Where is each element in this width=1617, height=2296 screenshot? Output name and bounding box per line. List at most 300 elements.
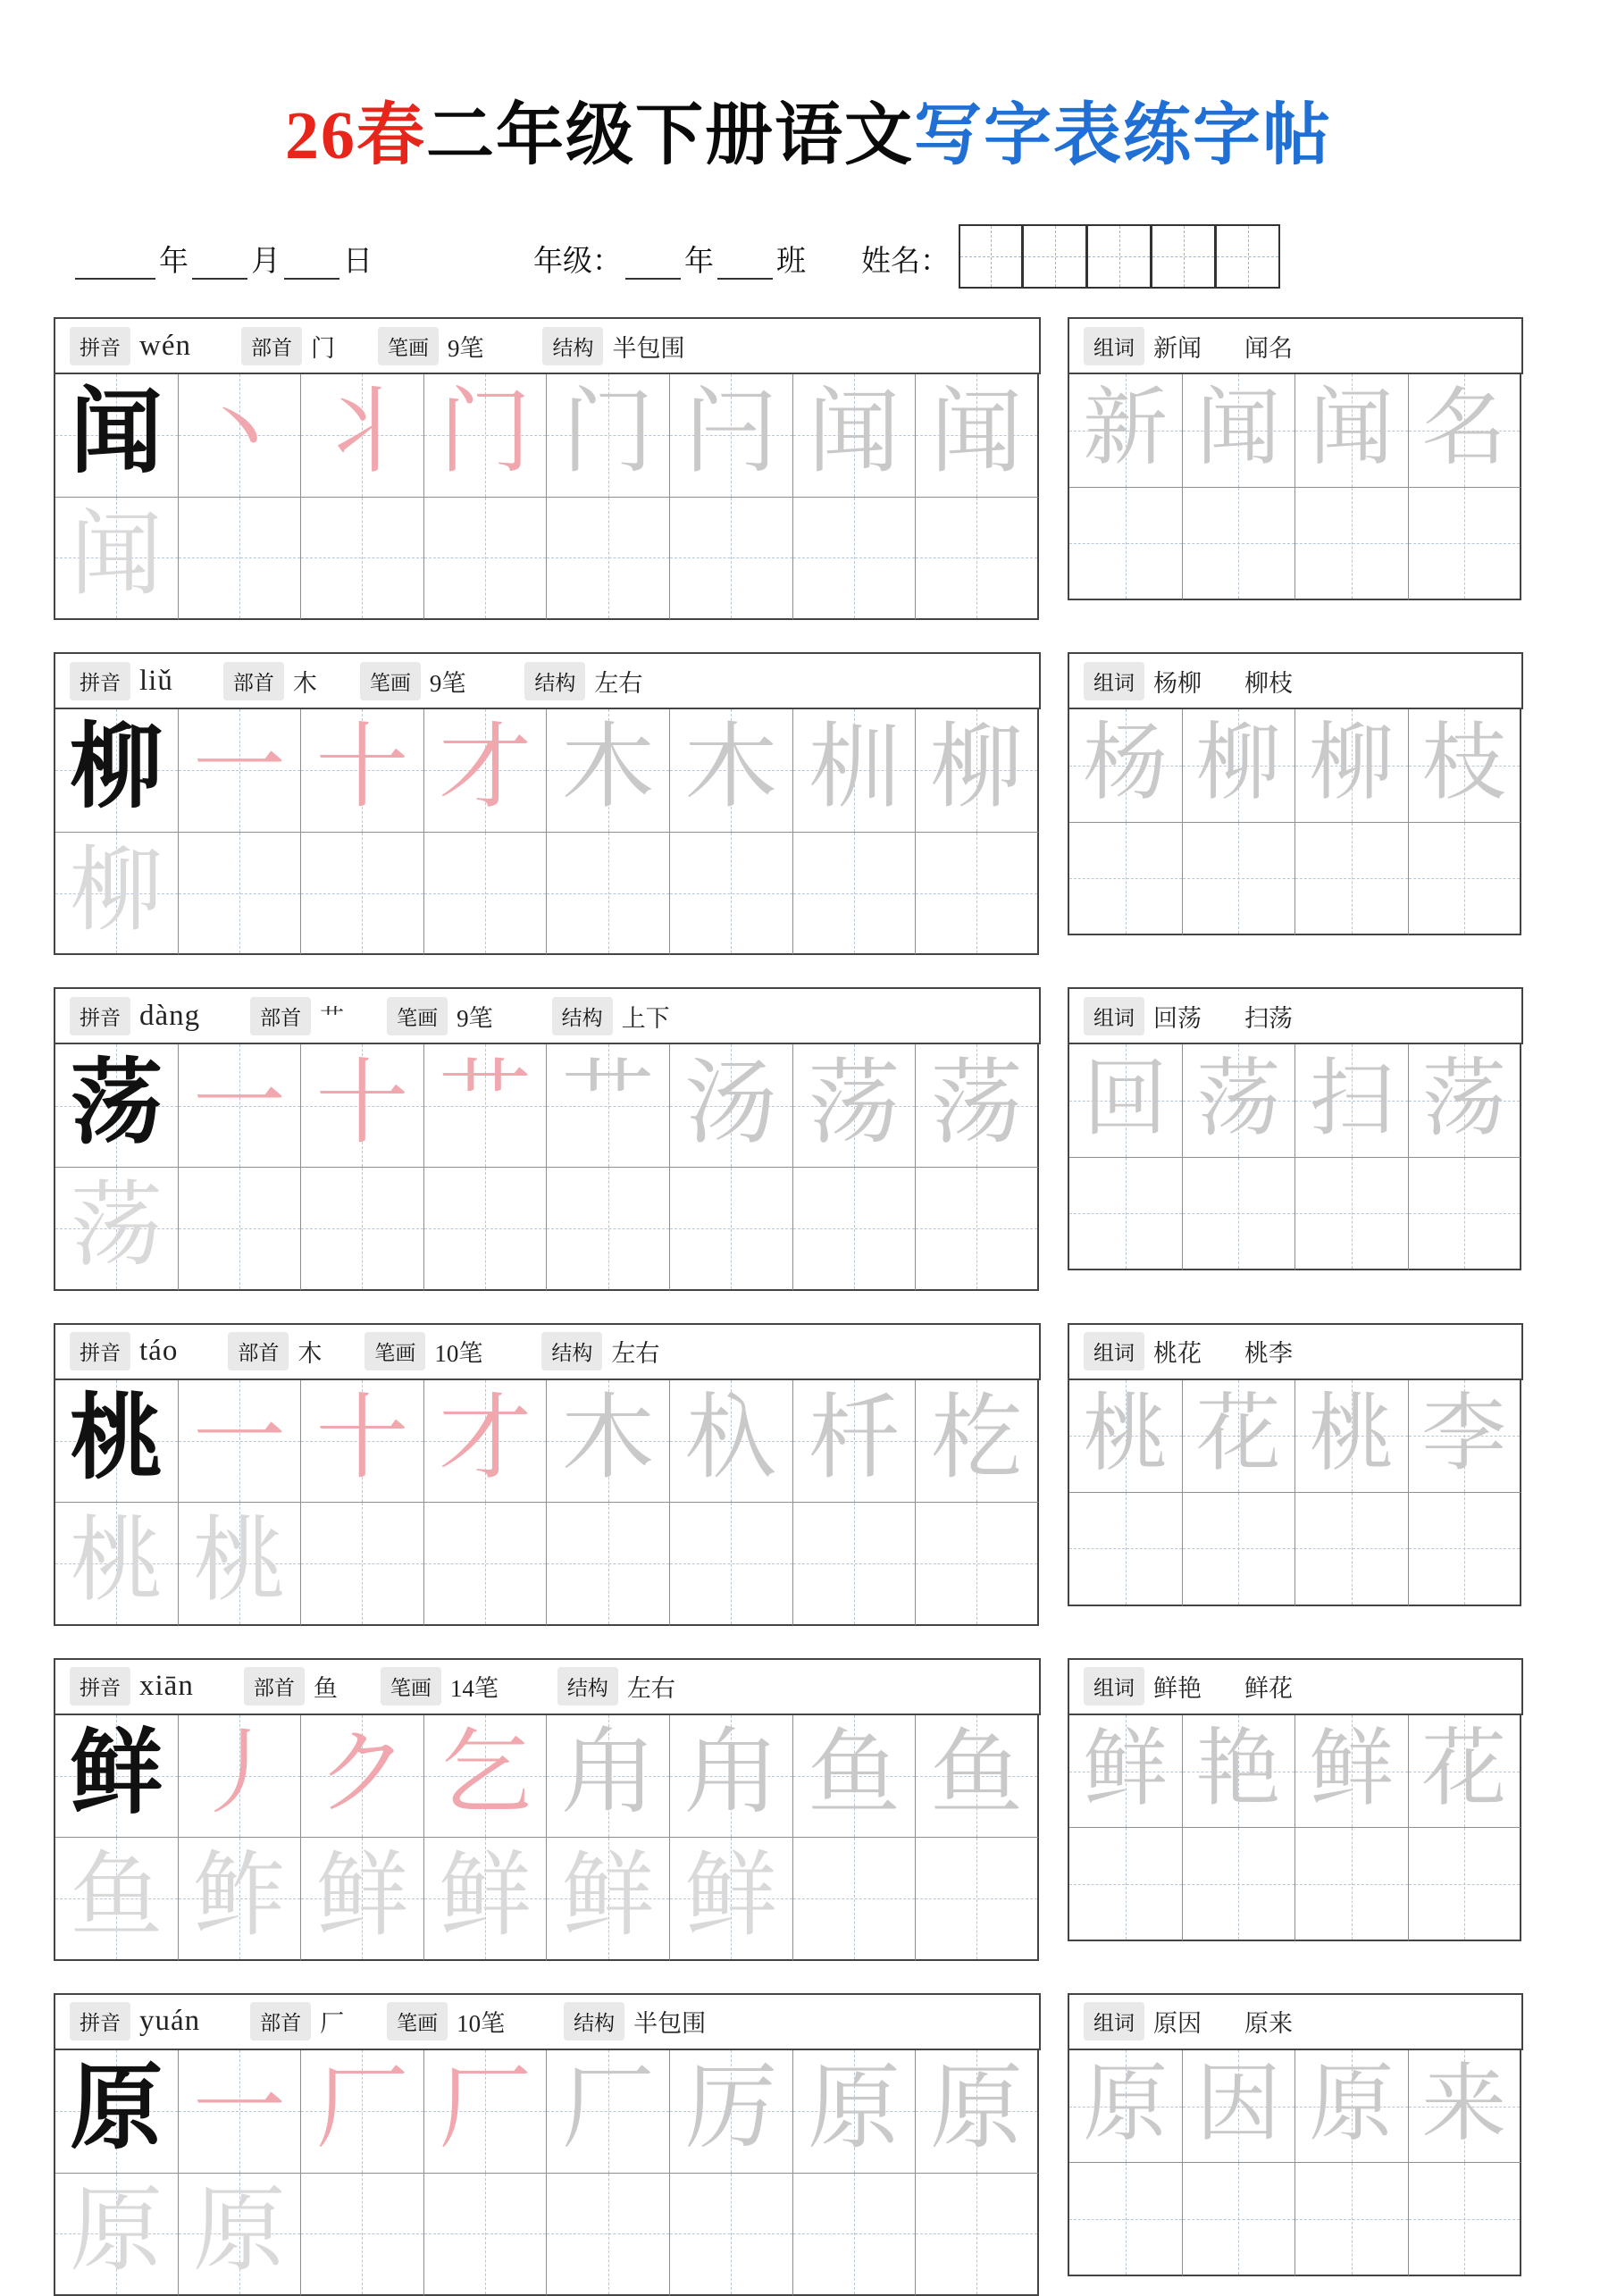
word-char-cell[interactable] xyxy=(1183,374,1296,488)
pinyin-label: 拼音 xyxy=(70,1332,130,1370)
words-grid[interactable] xyxy=(1068,373,1523,600)
tracing-cell[interactable] xyxy=(179,833,302,956)
cell-guide-horizontal xyxy=(1409,543,1521,544)
tracing-cell[interactable] xyxy=(916,833,1039,956)
words-grid[interactable] xyxy=(1068,1378,1523,1606)
stroke-order-cell[interactable] xyxy=(793,709,917,833)
tracing-cell[interactable] xyxy=(301,2174,424,2296)
cell-guide-horizontal xyxy=(1409,1548,1521,1549)
stroke-order-cell[interactable] xyxy=(424,2050,548,2174)
word-2: 原来 xyxy=(1244,2010,1293,2038)
stroke-order-cell[interactable] xyxy=(793,1715,917,1839)
meta-bar xyxy=(54,1323,1041,1378)
cell-guide-vertical xyxy=(854,1168,855,1289)
cell-guide-horizontal xyxy=(1183,1884,1295,1885)
stroke-step-glyph: 厂 xyxy=(439,2057,532,2161)
cell-guide-vertical xyxy=(854,2174,855,2295)
practice-grid[interactable] xyxy=(54,708,1041,955)
tracing-cell[interactable] xyxy=(301,498,424,621)
tracing-cell[interactable] xyxy=(424,1838,548,1961)
cell-guide-vertical xyxy=(1464,1493,1465,1605)
tracing-cell[interactable] xyxy=(916,2174,1039,2296)
day-blank[interactable] xyxy=(284,253,339,280)
stroke-order-cell[interactable] xyxy=(179,1715,302,1839)
stroke-step-glyph: 十 xyxy=(315,1387,409,1490)
word-2: 桃李 xyxy=(1244,1340,1293,1368)
title-part-blue: 写字表练字帖 xyxy=(914,98,1332,173)
name-cell[interactable] xyxy=(959,224,1023,289)
word-char-glyph: 回 xyxy=(1083,1051,1169,1146)
page-title xyxy=(54,0,1563,178)
cell-guide-horizontal xyxy=(793,1898,916,1899)
word-char-glyph: 原 xyxy=(1309,2057,1395,2152)
name-label: 姓名： xyxy=(861,246,950,278)
cell-guide-horizontal xyxy=(916,893,1037,894)
stroke-step-glyph: 荡 xyxy=(807,1052,901,1155)
word-practice-cell[interactable] xyxy=(1069,1158,1183,1271)
stroke-order-cell[interactable] xyxy=(916,1044,1039,1168)
title-part-red: 26春 xyxy=(285,98,426,173)
tracing-cell[interactable] xyxy=(301,833,424,956)
stroke-order-cell[interactable] xyxy=(547,374,670,498)
word-char-glyph: 柳 xyxy=(1309,716,1395,811)
stroke-order-cell[interactable] xyxy=(301,1380,424,1504)
stroke-order-cell[interactable] xyxy=(793,2050,917,2174)
model-char-cell xyxy=(55,709,179,833)
practice-grid[interactable] xyxy=(54,1714,1041,1961)
cell-guide-vertical xyxy=(1238,1158,1239,1270)
tracing-cell[interactable] xyxy=(547,2174,670,2296)
word-practice-cell[interactable] xyxy=(1069,2163,1183,2276)
practice-grid[interactable] xyxy=(54,1378,1041,1626)
stroke-step-glyph: 汤 xyxy=(684,1052,778,1155)
stroke-step-glyph: 门 xyxy=(561,381,655,485)
cell-guide-vertical xyxy=(1464,1828,1465,1940)
word-char-cell[interactable] xyxy=(1295,374,1409,488)
stroke-order-cell[interactable] xyxy=(793,374,917,498)
tracing-glyph: 鱼 xyxy=(70,1845,163,1948)
tracing-glyph: 柳 xyxy=(70,839,163,943)
stroke-step-glyph: 木 xyxy=(561,716,655,820)
words-grid[interactable] xyxy=(1068,2049,1523,2276)
word-char-cell[interactable] xyxy=(1183,1715,1296,1829)
word-char-glyph: 闻 xyxy=(1195,381,1281,476)
stroke-step-glyph: 杁 xyxy=(684,1387,778,1490)
words-grid[interactable] xyxy=(1068,1043,1523,1270)
stroke-step-glyph: 闩 xyxy=(684,381,778,485)
word-practice-cell[interactable] xyxy=(1183,2163,1296,2276)
word-char-cell[interactable] xyxy=(1409,1044,1522,1158)
tracing-glyph: 桃 xyxy=(70,1509,163,1613)
cell-guide-vertical xyxy=(1352,1158,1353,1270)
cell-guide-vertical xyxy=(485,1168,486,1289)
strokes-value: 9笔 xyxy=(429,669,466,697)
stroke-step-glyph: 厂 xyxy=(315,2057,409,2161)
cell-guide-vertical xyxy=(608,498,609,619)
radical-value: 厂 xyxy=(320,2010,345,2038)
cell-guide-vertical xyxy=(608,1168,609,1289)
cell-guide-horizontal xyxy=(1409,878,1521,879)
stroke-order-cell[interactable] xyxy=(547,2050,670,2174)
word-practice-cell[interactable] xyxy=(1409,488,1522,601)
stroke-step-glyph: 鱼 xyxy=(929,1722,1023,1826)
word-char-cell[interactable] xyxy=(1069,1380,1183,1494)
word-char-glyph: 原 xyxy=(1083,2057,1169,2152)
cell-guide-vertical xyxy=(976,1168,977,1289)
cell-guide-vertical xyxy=(976,833,977,954)
tracing-cell[interactable] xyxy=(424,1168,548,1291)
word-practice-cell[interactable] xyxy=(1295,1828,1409,1941)
word-2: 扫荡 xyxy=(1244,1004,1293,1032)
tracing-cell[interactable] xyxy=(670,1503,793,1626)
model-char: 柳 xyxy=(70,716,163,820)
tracing-cell[interactable] xyxy=(301,1168,424,1291)
name-cell[interactable] xyxy=(1023,224,1087,289)
cell-guide-horizontal xyxy=(1295,1548,1408,1549)
practice-grid[interactable] xyxy=(54,1043,1041,1290)
tracing-cell[interactable] xyxy=(55,2174,179,2296)
cell-guide-vertical xyxy=(1238,2163,1239,2275)
word-char-cell[interactable] xyxy=(1295,2050,1409,2164)
tracing-cell[interactable] xyxy=(793,1168,917,1291)
meta-bar xyxy=(54,987,1041,1043)
stroke-order-cell[interactable] xyxy=(670,1380,793,1504)
cell-guide-vertical xyxy=(854,833,855,954)
word-char-cell[interactable] xyxy=(1409,374,1522,488)
cell-guide-horizontal xyxy=(793,1563,916,1564)
stroke-step-glyph: 木 xyxy=(684,716,778,820)
cell-guide-horizontal xyxy=(301,1563,423,1564)
word-practice-cell[interactable] xyxy=(1409,2163,1522,2276)
cell-guide-vertical xyxy=(608,1503,609,1624)
word-practice-cell[interactable] xyxy=(1409,1158,1522,1271)
stroke-order-cell[interactable] xyxy=(916,709,1039,833)
stroke-order-cell[interactable] xyxy=(793,1044,917,1168)
tracing-cell[interactable] xyxy=(916,1503,1039,1626)
tracing-cell[interactable] xyxy=(670,833,793,956)
word-char-cell[interactable] xyxy=(1069,1044,1183,1158)
cell-guide-vertical xyxy=(485,1503,486,1624)
stroke-order-cell[interactable] xyxy=(916,1380,1039,1504)
stroke-order-cell[interactable] xyxy=(793,1380,917,1504)
date-group xyxy=(71,238,373,280)
word-practice-cell[interactable] xyxy=(1183,1493,1296,1606)
structure-value: 左右 xyxy=(594,669,643,697)
stroke-order-cell[interactable] xyxy=(424,1044,548,1168)
tracing-cell[interactable] xyxy=(793,1838,917,1961)
word-char-cell[interactable] xyxy=(1069,709,1183,823)
word-practice-cell[interactable] xyxy=(1409,1828,1522,1941)
grade-prefix-label: 年级： xyxy=(533,246,622,278)
stroke-order-cell[interactable] xyxy=(670,2050,793,2174)
stroke-order-cell[interactable] xyxy=(916,2050,1039,2174)
tracing-cell[interactable] xyxy=(916,1838,1039,1961)
cell-guide-vertical xyxy=(1126,1158,1127,1270)
tracing-cell[interactable] xyxy=(793,1503,917,1626)
tracing-cell[interactable] xyxy=(179,1168,302,1291)
tracing-cell[interactable] xyxy=(301,1838,424,1961)
stroke-step-glyph: 十 xyxy=(315,716,409,820)
radical-label: 部首 xyxy=(223,662,284,700)
word-char-glyph: 花 xyxy=(1195,1386,1281,1481)
stroke-step-glyph: 杄 xyxy=(807,1387,901,1490)
word-char-cell[interactable] xyxy=(1295,1380,1409,1494)
pinyin-label: 拼音 xyxy=(70,662,130,700)
word-practice-cell[interactable] xyxy=(1183,1828,1296,1941)
word-practice-cell[interactable] xyxy=(1409,1493,1522,1606)
stroke-order-cell[interactable] xyxy=(301,1715,424,1839)
stroke-order-cell[interactable] xyxy=(670,1715,793,1839)
stroke-order-cell[interactable] xyxy=(916,374,1039,498)
word-char-cell[interactable] xyxy=(1183,1380,1296,1494)
tracing-glyph: 鲜 xyxy=(439,1845,532,1948)
tracing-cell[interactable] xyxy=(55,1168,179,1291)
word-char-cell[interactable] xyxy=(1183,709,1296,823)
stroke-order-cell[interactable] xyxy=(424,1715,548,1839)
character-row xyxy=(54,1658,1563,1961)
tracing-cell[interactable] xyxy=(424,1503,548,1626)
word-1: 杨柳 xyxy=(1153,669,1202,697)
strokes-value: 10笔 xyxy=(434,1340,483,1368)
cell-guide-vertical xyxy=(608,833,609,954)
pinyin-label: 拼音 xyxy=(70,1667,130,1705)
tracing-cell[interactable] xyxy=(547,1503,670,1626)
strokes-label: 笔画 xyxy=(364,1332,425,1370)
tracing-cell[interactable] xyxy=(179,498,302,621)
word-char-cell[interactable] xyxy=(1183,1044,1296,1158)
stroke-step-glyph: 柳 xyxy=(929,716,1023,820)
word-char-glyph: 柳 xyxy=(1195,716,1281,811)
cell-guide-vertical xyxy=(239,833,240,954)
cell-guide-vertical xyxy=(1126,1493,1127,1605)
cell-guide-vertical xyxy=(731,1503,732,1624)
strokes-label: 笔画 xyxy=(360,662,421,700)
cell-guide-horizontal xyxy=(1295,878,1408,879)
tracing-cell[interactable] xyxy=(55,498,179,621)
cell-guide-horizontal xyxy=(916,557,1037,558)
word-char-cell[interactable] xyxy=(1409,1715,1522,1829)
stroke-order-cell[interactable] xyxy=(179,374,302,498)
stroke-order-cell[interactable] xyxy=(179,2050,302,2174)
cell-guide-horizontal xyxy=(1183,2219,1295,2220)
stroke-step-glyph: 原 xyxy=(929,2057,1023,2161)
tracing-cell[interactable] xyxy=(179,1503,302,1626)
cell-guide-vertical xyxy=(731,498,732,619)
tracing-cell[interactable] xyxy=(179,2174,302,2296)
cell-guide-horizontal xyxy=(1183,1548,1295,1549)
words-meta-bar xyxy=(1068,1323,1523,1378)
word-char-cell[interactable] xyxy=(1295,709,1409,823)
tracing-cell[interactable] xyxy=(793,2174,917,2296)
radical-label: 部首 xyxy=(250,997,311,1035)
cell-guide-horizontal xyxy=(1183,1213,1295,1214)
word-char-glyph: 荡 xyxy=(1195,1051,1281,1146)
word-char-glyph: 枝 xyxy=(1421,716,1507,811)
word-practice-cell[interactable] xyxy=(1183,1158,1296,1271)
practice-grid[interactable] xyxy=(54,373,1041,620)
tracing-cell[interactable] xyxy=(55,1503,179,1626)
tracing-cell[interactable] xyxy=(547,833,670,956)
tracing-cell[interactable] xyxy=(179,1838,302,1961)
words-grid[interactable] xyxy=(1068,708,1523,935)
stroke-order-cell[interactable] xyxy=(179,709,302,833)
stroke-order-cell[interactable] xyxy=(424,374,548,498)
tracing-cell[interactable] xyxy=(547,1838,670,1961)
tracing-cell[interactable] xyxy=(55,833,179,956)
meta-bar xyxy=(54,1993,1041,2049)
name-cell[interactable] xyxy=(1152,224,1216,289)
stroke-order-cell[interactable] xyxy=(547,1715,670,1839)
word-practice-cell[interactable] xyxy=(1069,823,1183,936)
cell-guide-horizontal xyxy=(547,893,669,894)
tracing-cell[interactable] xyxy=(424,2174,548,2296)
name-cell[interactable] xyxy=(1216,224,1280,289)
word-char-cell[interactable] xyxy=(1409,2050,1522,2164)
stroke-order-cell[interactable] xyxy=(547,709,670,833)
pinyin-value: wén xyxy=(139,329,191,362)
word-1: 原因 xyxy=(1153,2010,1202,2038)
word-practice-cell[interactable] xyxy=(1295,2163,1409,2276)
radical-value: 木 xyxy=(297,1340,323,1368)
word-practice-cell[interactable] xyxy=(1409,823,1522,936)
tracing-cell[interactable] xyxy=(55,1838,179,1961)
cell-guide-horizontal xyxy=(793,557,916,558)
tracing-cell[interactable] xyxy=(670,1168,793,1291)
radical-label: 部首 xyxy=(241,327,302,365)
structure-label: 结构 xyxy=(552,997,613,1035)
cell-guide-horizontal xyxy=(670,1563,792,1564)
grade-group xyxy=(533,238,806,280)
stroke-order-cell[interactable] xyxy=(424,1380,548,1504)
word-practice-cell[interactable] xyxy=(1069,1828,1183,1941)
word-char-cell[interactable] xyxy=(1409,709,1522,823)
stroke-order-cell[interactable] xyxy=(547,1044,670,1168)
class-blank[interactable] xyxy=(717,253,773,280)
tracing-cell[interactable] xyxy=(301,1503,424,1626)
name-cell[interactable] xyxy=(1087,224,1152,289)
stroke-order-cell[interactable] xyxy=(670,374,793,498)
cell-guide-vertical xyxy=(1352,823,1353,934)
stroke-step-glyph: 甪 xyxy=(684,1722,778,1826)
meta-bar xyxy=(54,652,1041,708)
stroke-order-cell[interactable] xyxy=(301,374,424,498)
year-blank[interactable] xyxy=(75,253,155,280)
cell-guide-horizontal xyxy=(793,1228,916,1229)
stroke-step-glyph: 才 xyxy=(439,716,532,820)
strokes-value: 10笔 xyxy=(457,2010,506,2038)
tracing-glyph: 荡 xyxy=(70,1174,163,1278)
stroke-order-cell[interactable] xyxy=(916,1715,1039,1839)
tracing-glyph: 鲜 xyxy=(561,1845,655,1948)
word-1: 鲜艳 xyxy=(1153,1675,1202,1703)
title-part-black: 二年级下册语文 xyxy=(426,98,914,173)
tracing-cell[interactable] xyxy=(670,2174,793,2296)
cell-guide-horizontal xyxy=(424,1563,547,1564)
stroke-order-cell[interactable] xyxy=(301,709,424,833)
words-label: 组词 xyxy=(1084,1667,1144,1705)
word-2: 柳枝 xyxy=(1244,669,1293,697)
tracing-cell[interactable] xyxy=(424,833,548,956)
stroke-order-cell[interactable] xyxy=(670,709,793,833)
model-char-cell xyxy=(55,1380,179,1504)
stroke-order-cell[interactable] xyxy=(179,1044,302,1168)
cell-guide-horizontal xyxy=(1409,1884,1521,1885)
tracing-cell[interactable] xyxy=(670,498,793,621)
words-grid[interactable] xyxy=(1068,1714,1523,1941)
word-2: 鲜花 xyxy=(1244,1675,1293,1703)
tracing-cell[interactable] xyxy=(916,1168,1039,1291)
words-block xyxy=(1068,987,1523,1290)
word-practice-cell[interactable] xyxy=(1295,1493,1409,1606)
stroke-step-glyph: 荡 xyxy=(929,1052,1023,1155)
tracing-cell[interactable] xyxy=(547,498,670,621)
radical-label: 部首 xyxy=(244,1667,305,1705)
pinyin-value: xiān xyxy=(139,1670,194,1703)
word-char-cell[interactable] xyxy=(1295,1044,1409,1158)
tracing-cell[interactable] xyxy=(424,498,548,621)
words-meta-bar xyxy=(1068,1993,1523,2049)
word-char-cell[interactable] xyxy=(1183,2050,1296,2164)
tracing-cell[interactable] xyxy=(547,1168,670,1291)
word-practice-cell[interactable] xyxy=(1069,488,1183,601)
cell-guide-horizontal xyxy=(179,1228,301,1229)
word-practice-cell[interactable] xyxy=(1183,488,1296,601)
cell-guide-horizontal xyxy=(424,893,547,894)
word-char-cell[interactable] xyxy=(1069,374,1183,488)
word-practice-cell[interactable] xyxy=(1183,823,1296,936)
grade-blank[interactable] xyxy=(625,253,681,280)
word-practice-cell[interactable] xyxy=(1295,1158,1409,1271)
stroke-step-glyph: 丬 xyxy=(315,381,409,485)
cell-guide-vertical xyxy=(976,498,977,619)
cell-guide-vertical xyxy=(1464,488,1465,599)
stroke-order-cell[interactable] xyxy=(179,1380,302,1504)
word-practice-cell[interactable] xyxy=(1295,823,1409,936)
cell-guide-vertical xyxy=(485,2174,486,2295)
practice-block xyxy=(54,987,1041,1290)
name-input-boxes[interactable] xyxy=(959,224,1280,289)
words-block xyxy=(1068,317,1523,620)
radical-value: 鱼 xyxy=(313,1675,338,1703)
stroke-order-cell[interactable] xyxy=(424,709,548,833)
word-char-cell[interactable] xyxy=(1069,1715,1183,1829)
stroke-order-cell[interactable] xyxy=(301,2050,424,2174)
tracing-cell[interactable] xyxy=(793,498,917,621)
word-practice-cell[interactable] xyxy=(1295,488,1409,601)
tracing-cell[interactable] xyxy=(793,833,917,956)
structure-value: 左右 xyxy=(611,1340,660,1368)
tracing-cell[interactable] xyxy=(916,498,1039,621)
stroke-order-cell[interactable] xyxy=(301,1044,424,1168)
month-blank[interactable] xyxy=(192,253,247,280)
words-block xyxy=(1068,1323,1523,1626)
word-char-cell[interactable] xyxy=(1409,1380,1522,1494)
structure-label: 结构 xyxy=(557,1667,618,1705)
cell-guide-vertical xyxy=(731,1168,732,1289)
stroke-order-cell[interactable] xyxy=(547,1380,670,1504)
cell-guide-horizontal xyxy=(1295,1213,1408,1214)
word-char-glyph: 因 xyxy=(1195,2057,1281,2152)
cell-guide-vertical xyxy=(854,1838,855,1959)
tracing-cell[interactable] xyxy=(670,1838,793,1961)
cell-guide-horizontal xyxy=(424,557,547,558)
word-char-cell[interactable] xyxy=(1295,1715,1409,1829)
cell-guide-vertical xyxy=(1238,1828,1239,1940)
word-char-cell[interactable] xyxy=(1069,2050,1183,2164)
stroke-order-cell[interactable] xyxy=(670,1044,793,1168)
word-practice-cell[interactable] xyxy=(1069,1493,1183,1606)
practice-grid[interactable] xyxy=(54,2049,1041,2296)
